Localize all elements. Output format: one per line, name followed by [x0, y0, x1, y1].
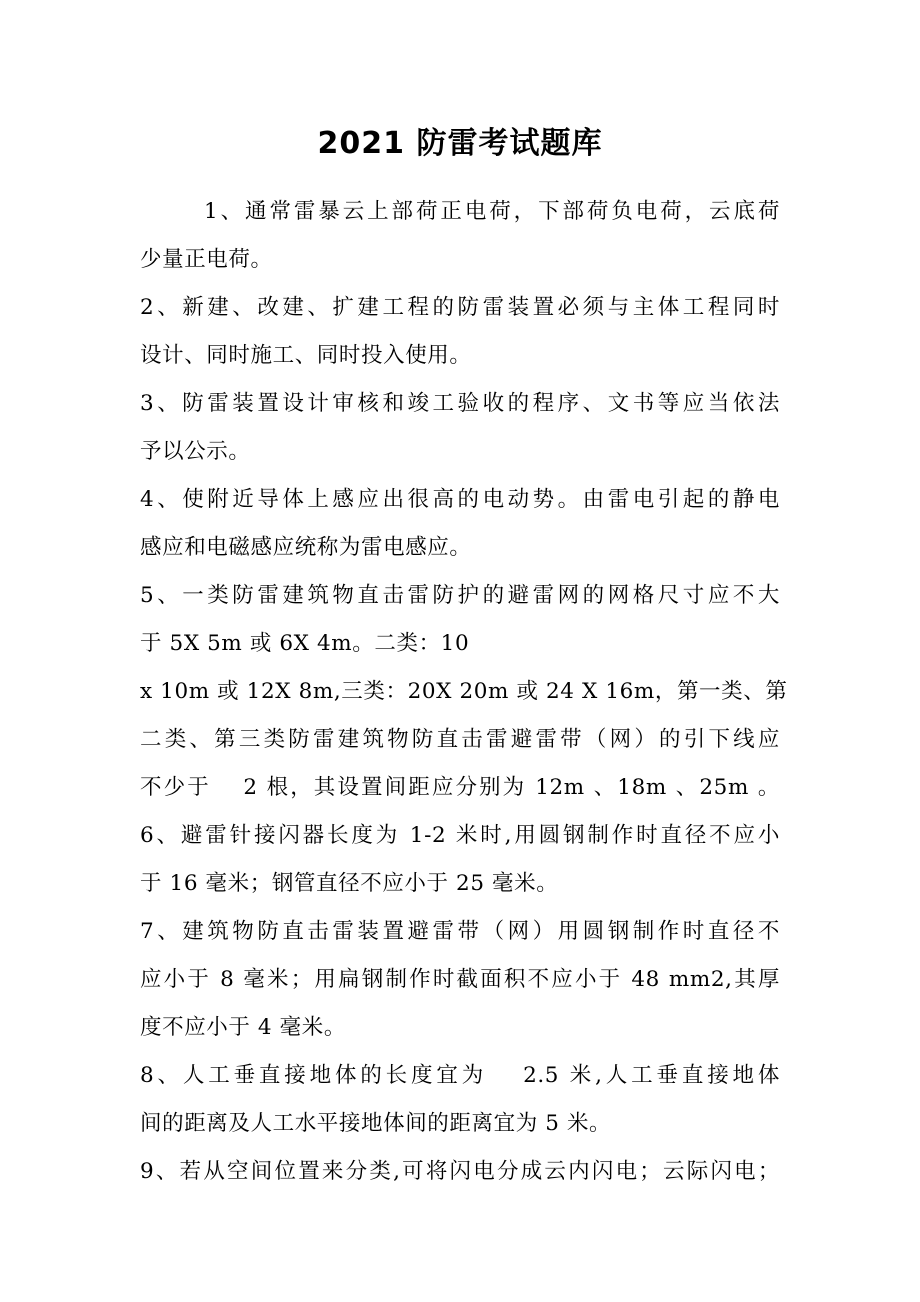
text-line: x 10m 或 12X 8m,三类：20X 20m 或 24 X 16m，第一类、第	[140, 679, 788, 704]
text-line: 2、新建、改建、扩建工程的防雷装置必须与主体工程同时	[140, 295, 780, 320]
text-line: 二类、第三类防雷建筑物防直击雷避雷带（网）的引下线应	[140, 727, 780, 752]
text-line: 少量正电荷。	[140, 247, 273, 272]
document-body	[140, 188, 788, 1196]
text-line: 间的距离及人工水平接地体间的距离宜为 5 米。	[140, 1111, 612, 1136]
text-line: 设计、同时施工、同时投入使用。	[140, 343, 472, 368]
text-line: 度不应小于 4 毫米。	[140, 1015, 346, 1040]
text-line: 6、避雷针接闪器长度为 1-2 米时,用圆钢制作时直径不应小	[140, 823, 780, 848]
text-line: 8、人工垂直接地体的长度宜为 2.5 米,人工垂直接地体	[140, 1063, 780, 1088]
page-title: 2021 防雷考试题库	[317, 126, 603, 161]
text-line: 于 16 毫米；钢管直径不应小于 25 毫米。	[140, 871, 559, 896]
text-line: 于 5X 5m 或 6X 4m。二类：10	[140, 631, 470, 656]
text-line: 不少于 2 根，其设置间距应分别为 12m 、18m 、25m 。	[140, 775, 780, 800]
text-line: 9、若从空间位置来分类,可将闪电分成云内闪电；云际闪电；	[140, 1159, 780, 1184]
text-line: 应小于 8 毫米；用扁钢制作时截面积不应小于 48 mm2,其厚	[140, 967, 780, 992]
text-line: 感应和电磁感应统称为雷电感应。	[140, 535, 472, 560]
text-line: 予以公示。	[140, 439, 251, 464]
text-line: 4、使附近导体上感应出很高的电动势。由雷电引起的静电	[140, 487, 780, 512]
text-line: 5、一类防雷建筑物直击雷防护的避雷网的网格尺寸应不大	[140, 583, 780, 608]
text-line: 1、通常雷暴云上部荷正电荷，下部荷负电荷，云底荷	[204, 199, 780, 224]
text-line: 7、建筑物防直击雷装置避雷带（网）用圆钢制作时直径不	[140, 919, 780, 944]
text-line: 3、防雷装置设计审核和竣工验收的程序、文书等应当依法	[140, 391, 780, 416]
